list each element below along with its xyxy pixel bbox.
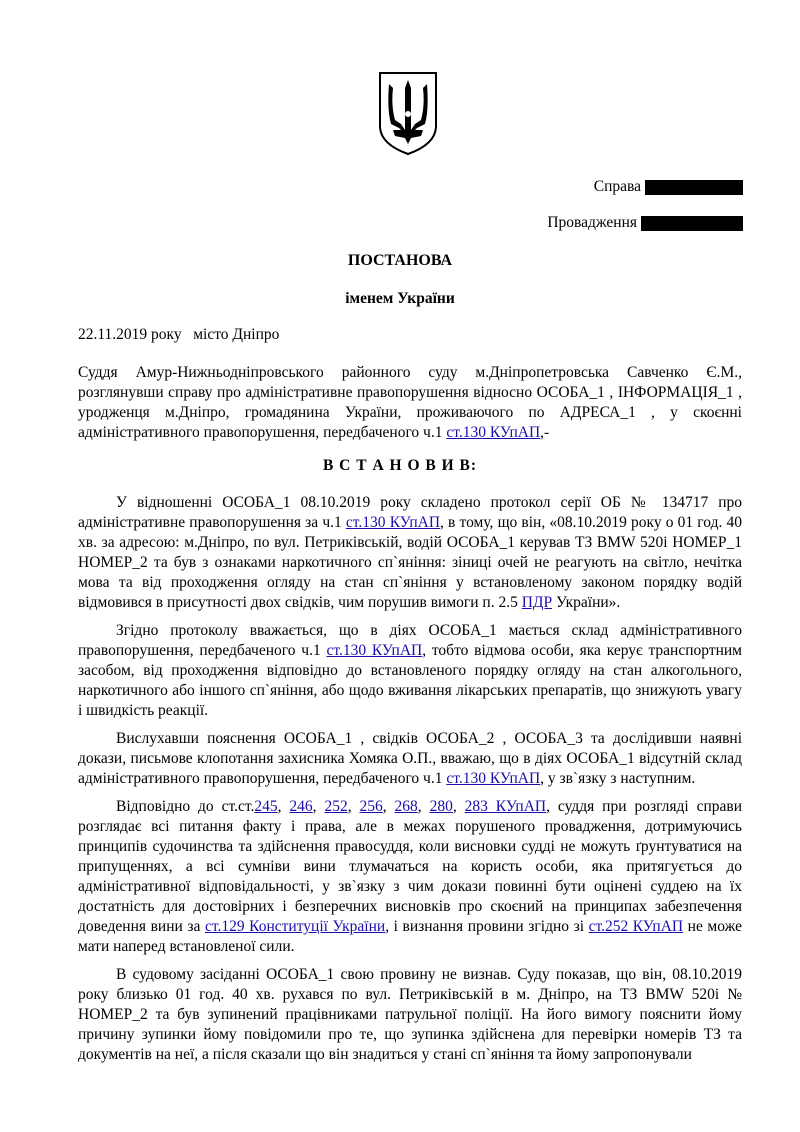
law-link-st246[interactable]: 246 xyxy=(289,798,313,815)
law-link-st252[interactable]: 252 xyxy=(324,798,348,815)
separator: , xyxy=(277,798,290,815)
law-link-st283[interactable]: 283 КУпАП xyxy=(464,798,547,815)
separator: , xyxy=(382,798,395,815)
case-number-line xyxy=(594,178,743,196)
main-body xyxy=(78,493,742,1073)
law-link-constitution-st129[interactable]: ст.129 Конституції України xyxy=(204,918,386,935)
intro-paragraph xyxy=(78,363,742,443)
law-link-pdr[interactable]: ПДР xyxy=(521,594,553,611)
paragraph-protocol-assessment xyxy=(78,621,742,721)
redacted-case-number xyxy=(645,180,743,195)
paragraph-legal-basis xyxy=(78,797,742,957)
separator: , xyxy=(347,798,360,815)
separator: , xyxy=(452,798,465,815)
law-link-st130[interactable]: ст.130 КУпАП xyxy=(446,424,541,441)
case-label: Справа xyxy=(593,178,641,195)
text-segment: , суддя при розгляді справи розглядає всі питання факту і права, але в межах порушеного провадження, дотримуючись принципів судочинства та здійснення правосуддя, коли висновки судді не можуть ґрунтуватися на припущеннях, а всі сумніви вини тлумачаться на користь особи, яка притягується до адміністративної відповідальності, у зв`язку з чим докази повинні бути оцінені суддею на їх достатність для достовірних і безперечних висновків про скоєний на принципах забезпечення доведення вини за xyxy=(78,798,743,935)
text-segment: не може мати наперед встановленої сили. xyxy=(78,918,742,955)
text-segment: Згідно протоколу вважається, що в діях ОСОБА_1 мається склад адміністративного правопорушення, передбаченого ч.1 xyxy=(78,622,742,659)
established-heading: В С Т А Н О В И В: xyxy=(322,457,478,474)
document-title: ПОСТАНОВА xyxy=(347,252,453,269)
text-segment: , в тому, що він, «08.10.2019 року о 01 год. 40 хв. за адресою: м.Дніпро, по вул. Петриківській, водій ОСОБА_1 керував ТЗ BMW 520i НОМЕР_1 НОМЕР_2 та був з ознаками наркотичного сп`яніння: зіниці очей не реагують на світло, нечітка мова та від проходження огляду на стан сп`яніння у встановленому законом порядку водій відмовився в присутності двох свідків, чим порушив вимоги п. 2.5 xyxy=(78,514,742,611)
document-subtitle: іменем України xyxy=(345,290,455,307)
paragraph-court-session xyxy=(78,965,742,1065)
paragraph-hearing xyxy=(78,729,742,789)
intro-tail: ,- xyxy=(540,424,550,441)
law-link-st252[interactable]: ст.252 КУпАП xyxy=(588,918,684,935)
law-link-st280[interactable]: 280 xyxy=(429,798,453,815)
law-link-st256[interactable]: 256 xyxy=(359,798,383,815)
redacted-proceeding-number xyxy=(641,216,743,231)
text-segment: , тобто відмова особи, яка керує транспортним засобом, від проходження відповідно до встановленого порядку огляду на стан алкогольного, наркотичного або іншого сп`яніння, або щодо вживання лікарських препаратів, що знижують увагу і швидкість реакції. xyxy=(78,642,742,719)
law-link-st130[interactable]: ст.130 КУпАП xyxy=(446,770,541,787)
text-segment: В судовому засіданні ОСОБА_1 свою провину не визнав. Суду показав, що він, 08.10.2019 року близько 01 год. 40 хв. рухався по вул. Петриківській в м. Дніпро, на ТЗ BMW 520i № НОМЕР_2 та був зупинений працівниками патрульної поліції. На його вимогу пояснити йому причину зупинки йому повідомили про те, що зупинка здійснена для перевірки номерів ТЗ та документів на неї, а після сказали що він знадиться у стані сп`яніння та йому запропонували xyxy=(78,966,742,1063)
law-link-st245[interactable]: 245 xyxy=(254,798,278,815)
text-segment: України». xyxy=(552,594,621,611)
text-segment: , і визнання провини згідно зі xyxy=(385,918,589,935)
text-segment: У відношенні ОСОБА_1 08.10.2019 року складено протокол серії ОБ № 134717 про адміністративне правопорушення за ч.1 xyxy=(78,494,742,531)
paragraph-protocol xyxy=(78,493,742,613)
text-segment: , у зв`язку з наступним. xyxy=(540,770,696,787)
intro-block xyxy=(78,363,742,451)
law-link-st130[interactable]: ст.130 КУпАП xyxy=(326,642,423,659)
proceeding-number-line xyxy=(547,214,743,232)
separator: , xyxy=(312,798,325,815)
law-link-st130[interactable]: ст.130 КУпАП xyxy=(345,514,441,531)
intro-text: Суддя Амур-Нижньодніпровського районного суду м.Дніпропетровська Савченко Є.М., розглянувши справу про адміністративне правопорушення відносно ОСОБА_1 , ІНФОРМАЦІЯ_1 , уродженця м.Дніпро, громадянина України, проживаючого по АДРЕСА_1 , у скоєнні адміністративного правопорушення, передбаченого ч.1 xyxy=(78,364,742,441)
tryzub-coat-of-arms-icon xyxy=(377,70,439,156)
text-segment: Вислухавши пояснення ОСОБА_1 , свідків ОСОБА_2 , ОСОБА_3 та дослідивши наявні докази, письмове клопотання захисника Хомяка О.П., вважаю, що в діях ОСОБА_1 відсутній склад адміністративного правопорушення, передбаченого ч.1 xyxy=(78,730,742,787)
separator: , xyxy=(417,798,430,815)
law-link-st268[interactable]: 268 xyxy=(394,798,418,815)
text-segment: Відповідно до ст.ст. xyxy=(116,798,255,815)
proceeding-label: Провадження xyxy=(547,214,637,231)
date-and-place: 22.11.2019 року місто Дніпро xyxy=(78,326,280,343)
